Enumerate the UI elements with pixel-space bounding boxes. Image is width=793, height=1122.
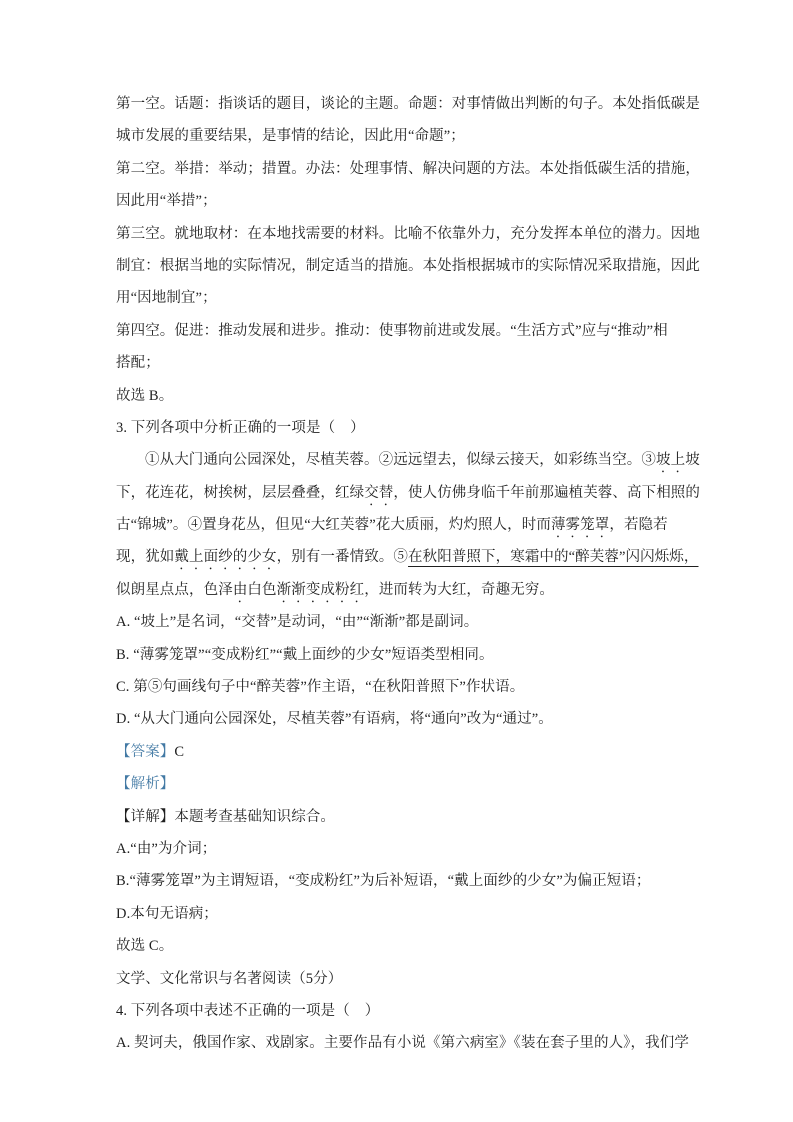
analysis-blank2-line1 bbox=[116, 153, 720, 185]
text-segment: 搭配； bbox=[116, 355, 160, 372]
text-segment: ，若隐若 bbox=[609, 517, 668, 534]
text-segment: 制宜：根据当地的实际情况，制定适当的措施。本处指根据城市的实际情况采取措施，因此 bbox=[116, 257, 700, 274]
text-segment: 因此用“举措”； bbox=[116, 193, 217, 210]
conclusion-select-b bbox=[116, 380, 720, 412]
question-3-option-d bbox=[116, 703, 720, 735]
text-segment: 白色 bbox=[247, 581, 277, 598]
explanation-option-a bbox=[116, 833, 720, 865]
emphasis-word: 渐渐变成粉红 bbox=[276, 581, 365, 598]
answer-value: C bbox=[174, 743, 185, 760]
question-3-passage-line5 bbox=[116, 574, 720, 606]
emphasis-word: 交替 bbox=[364, 484, 394, 501]
analysis-bracket-label: 【解析】 bbox=[116, 776, 175, 793]
text-segment: 现，犹如 bbox=[116, 549, 175, 566]
analysis-label-line bbox=[116, 768, 720, 800]
answer-line bbox=[116, 736, 720, 768]
section-heading-literature bbox=[116, 963, 720, 995]
question-4-option-a bbox=[116, 1027, 720, 1059]
question-3-option-c bbox=[116, 671, 720, 703]
question-3-option-b bbox=[116, 639, 720, 671]
explanation-option-d bbox=[116, 898, 720, 930]
text-segment: 第三空。就地取材：在本地找需要的材料。比喻不依靠外力，充分发挥本单位的潜力。因地 bbox=[116, 225, 700, 242]
question-3-stem bbox=[116, 412, 720, 444]
text-segment: 第二空。举措：举动；措置。办法：处理事情、解决问题的方法。本处指低碳生活的措施， bbox=[116, 160, 700, 177]
question-3-passage-line2 bbox=[116, 477, 720, 509]
text-segment: 故选 C。 bbox=[116, 938, 174, 955]
analysis-blank4-line1 bbox=[116, 315, 720, 347]
text-segment: ，使人仿佛身临千年前那遍植芙蓉、高下相照的 bbox=[393, 484, 701, 501]
text-segment: C. 第⑤句画线句子中“醉芙蓉”作主语，“在秋阳普照下”作状语。 bbox=[116, 679, 525, 696]
analysis-blank1-line2 bbox=[116, 120, 720, 152]
emphasis-word: 由 bbox=[232, 581, 248, 598]
text-segment: 用“因地制宜”； bbox=[116, 290, 217, 307]
question-3-option-a bbox=[116, 606, 720, 638]
analysis-blank4-line2 bbox=[116, 347, 720, 379]
text-segment: 古“锦城”。④置身花丛，但见“大红芙蓉”花大质丽，灼灼照人，时而 bbox=[116, 517, 551, 534]
emphasis-word: 薄雾笼罩 bbox=[550, 517, 610, 534]
text-segment: 坡 bbox=[685, 452, 700, 469]
text-segment: A. “坡上”是名词，“交替”是动词，“由”“渐渐”都是副词。 bbox=[116, 614, 479, 631]
text-segment: D. “从大门通向公园深处，尽植芙蓉”有语病，将“通向”改为“通过”。 bbox=[116, 711, 553, 728]
conclusion-select-c bbox=[116, 930, 720, 962]
explanation-option-b bbox=[116, 865, 720, 897]
question-3-passage-line1 bbox=[116, 444, 720, 476]
text-segment: ①从大门通向公园深处，尽植芙蓉。②远远望去，似绿云接天，如彩练当空。③ bbox=[145, 452, 656, 469]
text-segment: 3. 下列各项中分析正确的一项是（ ） bbox=[116, 419, 365, 436]
text-segment: 文学、文化常识与名著阅读（5分） bbox=[116, 970, 343, 987]
text-segment: 似朗星点点，色泽 bbox=[116, 581, 233, 598]
text-segment: B.“薄雾笼罩”为主谓短语，“变成粉红”为后补短语，“戴上面纱的少女”为偏正短语； bbox=[116, 873, 651, 890]
text-segment: A.“由”为介词； bbox=[116, 840, 217, 857]
text-segment: 【详解】本题考查基础知识综合。 bbox=[116, 808, 335, 825]
question-4-stem bbox=[116, 995, 720, 1027]
underlined-sentence: 在秋阳普照下，寒霜中的“醉芙蓉”闪闪烁烁， bbox=[408, 549, 699, 566]
text-segment: ，进而转为大红，奇趣无穷。 bbox=[364, 581, 555, 598]
analysis-blank3-line2 bbox=[116, 250, 720, 282]
analysis-blank3-line1 bbox=[116, 218, 720, 250]
emphasis-word: 坡上 bbox=[656, 452, 686, 469]
question-3-passage-line3 bbox=[116, 509, 720, 541]
answer-bracket-label: 【答案】 bbox=[116, 743, 175, 760]
document-content bbox=[116, 88, 720, 1060]
text-segment: 4. 下列各项中表述不正确的一项是（ ） bbox=[116, 1002, 380, 1019]
text-segment: 下，花连花，树挨树，层层叠叠，红绿 bbox=[116, 484, 365, 501]
text-segment: B. “薄雾笼罩”“变成粉红”“戴上面纱的少女”短语类型相同。 bbox=[116, 646, 494, 663]
analysis-blank3-line3 bbox=[116, 282, 720, 314]
text-segment: 第一空。话题：指谈话的题目，谈论的主题。命题：对事情做出判断的句子。本处指低碳是 bbox=[116, 96, 700, 112]
analysis-blank2-line2 bbox=[116, 185, 720, 217]
question-3-passage-line4 bbox=[116, 541, 720, 573]
text-segment: A. 契诃夫，俄国作家、戏剧家。主要作品有小说《第六病室》《装在套子里的人》，我们学 bbox=[116, 1035, 689, 1052]
detailed-explanation-line bbox=[116, 801, 720, 833]
emphasis-word: 戴上面纱的少女 bbox=[174, 549, 277, 566]
analysis-blank1-line1 bbox=[116, 88, 720, 120]
text-segment: 城市发展的重要结果，是事情的结论，因此用“命题”； bbox=[116, 128, 465, 145]
text-segment: 故选 B。 bbox=[116, 387, 174, 404]
text-segment: D.本句无语病； bbox=[116, 905, 218, 922]
text-segment: 第四空。促进：推动发展和进步。推动：使事物前进或发展。“生活方式”应与“推动”相 bbox=[116, 322, 668, 339]
text-segment: ，别有一番情致。⑤ bbox=[276, 549, 409, 566]
